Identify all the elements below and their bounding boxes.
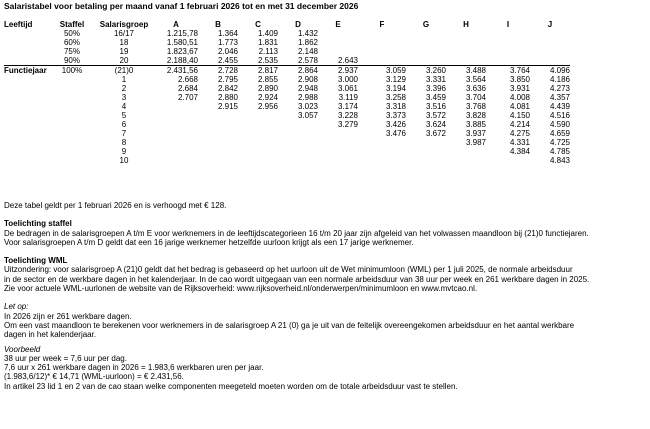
salary-cell: 2.795 bbox=[217, 75, 238, 84]
table-header-row bbox=[4, 20, 570, 29]
letop-heading: Let op: bbox=[4, 302, 29, 312]
salary-cell: 3.828 bbox=[465, 111, 486, 120]
salary-cell bbox=[446, 47, 486, 56]
salary-cell: 3.129 bbox=[385, 75, 406, 84]
salary-cell: 2.113 bbox=[258, 47, 278, 56]
salary-cell: 3.885 bbox=[465, 120, 486, 129]
salary-cell: 3.572 bbox=[425, 111, 446, 120]
column-header: D bbox=[295, 20, 301, 29]
salary-cell bbox=[238, 129, 278, 138]
staffel-cell: 75% bbox=[63, 47, 80, 56]
letop-text: dagen in het kalenderjaar. bbox=[4, 330, 97, 340]
salary-cell bbox=[406, 56, 446, 66]
salary-cell: 4.384 bbox=[509, 147, 530, 156]
salary-cell: 3.228 bbox=[337, 111, 358, 120]
salary-cell bbox=[318, 156, 358, 165]
salary-group-cell: 1 bbox=[121, 75, 127, 84]
salary-cell bbox=[358, 56, 406, 66]
salary-cell: 2.728 bbox=[198, 66, 238, 76]
salary-cell: 3.260 bbox=[406, 66, 446, 76]
example-text: In artikel 23 lid 1 en 2 van de cao staan welke componenten meegeteld moeten worden om de totale arbeidsduur vast te stellen. bbox=[4, 381, 458, 391]
example-heading: Voorbeeld bbox=[4, 344, 41, 354]
column-header: F bbox=[379, 20, 385, 29]
salary-cell: 4.590 bbox=[549, 120, 570, 129]
example-text: 38 uur per week = 7,6 uur per dag. bbox=[4, 353, 127, 363]
salary-cell bbox=[446, 56, 486, 66]
salary-cell bbox=[238, 111, 278, 120]
salary-cell: 2.908 bbox=[297, 75, 318, 84]
salary-cell: 2.188,40 bbox=[166, 56, 198, 65]
salary-cell: 1.215,78 bbox=[166, 29, 198, 38]
salary-cell: 3.057 bbox=[297, 111, 318, 120]
salary-cell: 3.061 bbox=[337, 84, 358, 93]
salary-cell bbox=[406, 138, 446, 147]
salary-group-cell: (21)0 bbox=[94, 66, 154, 76]
salary-cell: 2.864 bbox=[278, 66, 318, 76]
row-label bbox=[4, 84, 50, 93]
staffel-cell bbox=[50, 156, 94, 165]
salary-cell: 1.823,67 bbox=[166, 47, 198, 56]
wml-text: Zie voor actuele WML-uurlonen de website van de Rijksoverheid: www.rijksoverheid.nl/onderwerpen/minimumloon en www.mvtcao.nl. bbox=[4, 284, 478, 294]
salary-cell: 2.431,56 bbox=[154, 66, 198, 76]
salary-cell: 2.956 bbox=[257, 102, 278, 111]
salary-cell: 2.937 bbox=[318, 66, 358, 76]
function-year-row bbox=[4, 156, 570, 165]
letop-text: Om een vast maandloon te berekenen voor werknemers in de salarisgroep A 21 (0) ga je uit van de feitelijk overeengekomen arbeidsduur en het aantal werkbare bbox=[4, 320, 575, 330]
salary-cell: 3.194 bbox=[385, 84, 406, 93]
row-label bbox=[4, 147, 50, 156]
function-year-row bbox=[4, 129, 570, 138]
salary-cell bbox=[406, 147, 446, 156]
salary-cell bbox=[530, 56, 570, 66]
row-label: Functiejaar bbox=[4, 66, 50, 76]
salary-cell: 4.008 bbox=[509, 93, 530, 102]
salary-cell: 1.862 bbox=[297, 38, 318, 47]
salary-cell bbox=[154, 138, 198, 147]
example-text: 7,6 uur x 261 werkbare dagen in 2026 = 1.983,6 werkbaren uren per jaar. bbox=[4, 363, 264, 373]
wml-text: Uitzondering: voor salarisgroep A (21)0 geldt dat het bedrag is gebaseerd op het uurloon uit de Wet minimumloon (WML) per 1 juli 2025, de normale arbeidsduur bbox=[4, 265, 573, 275]
salary-cell: 4.186 bbox=[549, 75, 570, 84]
salary-cell: 3.459 bbox=[425, 93, 446, 102]
increase-note: Deze tabel geldt per 1 februari 2026 en is verhoogd met € 128. bbox=[4, 201, 227, 210]
salary-group-cell: 20 bbox=[119, 56, 129, 65]
row-label bbox=[4, 29, 50, 38]
column-header: Salarisgroep bbox=[99, 20, 149, 29]
column-header: B bbox=[215, 20, 221, 29]
salary-cell: 2.684 bbox=[177, 84, 198, 93]
salary-cell: 3.318 bbox=[385, 102, 406, 111]
salary-group-cell: 7 bbox=[121, 129, 127, 138]
salary-group-cell: 10 bbox=[119, 156, 129, 165]
wml-text: in de sector en de werkbare dagen in het kalenderjaar. In de cao wordt uitgegaan van een normale arbeidsduur van 38 uur per week en 261 werkbare dagen in 2025. bbox=[4, 274, 590, 284]
salary-cell: 3.258 bbox=[385, 93, 406, 102]
salary-cell bbox=[446, 38, 486, 47]
salary-cell bbox=[406, 156, 446, 165]
staffel-cell: 90% bbox=[63, 56, 80, 65]
salary-cell bbox=[530, 38, 570, 47]
salary-group-cell: 2 bbox=[121, 84, 127, 93]
wml-heading: Toelichting WML bbox=[4, 256, 68, 266]
salary-cell bbox=[198, 120, 238, 129]
salary-cell: 4.275 bbox=[509, 129, 530, 138]
salary-cell: 4.516 bbox=[549, 111, 570, 120]
staffel-heading: Toelichting staffel bbox=[4, 219, 72, 229]
row-label bbox=[4, 111, 50, 120]
column-header: A bbox=[173, 20, 179, 29]
salary-cell bbox=[530, 29, 570, 38]
staffel-cell bbox=[50, 129, 94, 138]
salary-cell: 1.432 bbox=[297, 29, 318, 38]
salary-cell: 3.476 bbox=[385, 129, 406, 138]
function-year-row bbox=[4, 120, 570, 129]
row-label bbox=[4, 156, 50, 165]
salary-group-cell: 18 bbox=[119, 38, 129, 47]
salary-cell: 4.785 bbox=[549, 147, 570, 156]
salary-cell: 2.817 bbox=[238, 66, 278, 76]
salary-cell: 3.987 bbox=[465, 138, 486, 147]
salary-cell: 4.439 bbox=[549, 102, 570, 111]
staffel-cell bbox=[50, 93, 94, 102]
salary-cell: 2.855 bbox=[257, 75, 278, 84]
column-header: E bbox=[335, 20, 341, 29]
salary-cell bbox=[486, 29, 530, 38]
salary-cell bbox=[198, 156, 238, 165]
salary-cell bbox=[446, 156, 486, 165]
salary-cell: 4.150 bbox=[509, 111, 530, 120]
staffel-cell: 100% bbox=[50, 66, 94, 76]
salary-cell: 2.842 bbox=[217, 84, 238, 93]
salary-cell: 3.059 bbox=[358, 66, 406, 76]
salary-cell bbox=[318, 129, 358, 138]
salary-group-cell: 8 bbox=[121, 138, 127, 147]
letop-text: In 2026 zijn er 261 werkbare dagen. bbox=[4, 311, 132, 321]
salary-cell bbox=[486, 38, 530, 47]
salary-cell bbox=[486, 56, 530, 66]
salary-cell: 4.214 bbox=[509, 120, 530, 129]
salary-group-cell: 6 bbox=[121, 120, 127, 129]
row-label bbox=[4, 102, 50, 111]
column-header: Leeftijd bbox=[4, 20, 33, 29]
salary-cell: 3.564 bbox=[465, 75, 486, 84]
salary-cell bbox=[154, 129, 198, 138]
salary-cell: 4.357 bbox=[549, 93, 570, 102]
salary-cell: 3.488 bbox=[446, 66, 486, 76]
salary-cell: 3.426 bbox=[385, 120, 406, 129]
salary-group-cell: 16/17 bbox=[113, 29, 135, 38]
salary-cell: 3.023 bbox=[297, 102, 318, 111]
function-year-row bbox=[4, 93, 570, 102]
notes-section bbox=[4, 201, 644, 391]
salary-cell bbox=[198, 138, 238, 147]
staffel-cell: 60% bbox=[63, 38, 80, 47]
salary-cell bbox=[278, 138, 318, 147]
salary-cell: 3.704 bbox=[465, 93, 486, 102]
salary-cell bbox=[318, 29, 358, 38]
age-row bbox=[4, 47, 570, 56]
staffel-text: Voor salarisgroepen A t/m D geldt dat een 16 jarige werknemer hetzelfde uurloon krijgt als een 17 jarige werknemer. bbox=[4, 237, 414, 247]
staffel-cell bbox=[50, 102, 94, 111]
staffel-cell bbox=[50, 120, 94, 129]
salary-cell bbox=[446, 29, 486, 38]
function-year-row bbox=[4, 102, 570, 111]
salary-cell bbox=[358, 147, 406, 156]
staffel-cell bbox=[50, 111, 94, 120]
staffel-cell bbox=[50, 75, 94, 84]
salary-cell bbox=[198, 111, 238, 120]
salary-cell bbox=[406, 38, 446, 47]
staffel-cell: 50% bbox=[63, 29, 80, 38]
salary-cell bbox=[278, 147, 318, 156]
salary-cell: 4.096 bbox=[530, 66, 570, 76]
salary-cell: 2.643 bbox=[337, 56, 358, 65]
salary-cell: 4.843 bbox=[549, 156, 570, 165]
function-year-row bbox=[4, 111, 570, 120]
salary-cell: 2.880 bbox=[217, 93, 238, 102]
salary-cell: 1.773 bbox=[217, 38, 238, 47]
salary-cell: 2.455 bbox=[217, 56, 238, 65]
row-label bbox=[4, 56, 50, 66]
salary-group-cell: 19 bbox=[119, 47, 129, 56]
salary-cell: 3.119 bbox=[338, 93, 358, 102]
salary-cell: 2.046 bbox=[217, 47, 238, 56]
example-text: (1.983,6/12)* € 14,71 (WML-uurloon) = € 2.431,56. bbox=[4, 372, 184, 382]
row-label bbox=[4, 120, 50, 129]
salary-cell bbox=[318, 147, 358, 156]
row-label bbox=[4, 93, 50, 102]
salary-cell: 1.409 bbox=[257, 29, 278, 38]
salary-cell bbox=[278, 129, 318, 138]
salary-cell: 3.279 bbox=[337, 120, 358, 129]
salary-cell: 2.148 bbox=[297, 47, 318, 56]
salary-cell: 3.373 bbox=[385, 111, 406, 120]
salary-cell: 1.364 bbox=[217, 29, 238, 38]
salary-cell bbox=[238, 138, 278, 147]
salary-cell: 4.659 bbox=[549, 129, 570, 138]
salary-cell: 2.988 bbox=[297, 93, 318, 102]
salary-cell bbox=[358, 156, 406, 165]
salary-cell: 4.273 bbox=[549, 84, 570, 93]
salary-group-cell: 3 bbox=[121, 93, 127, 102]
salary-cell: 3.768 bbox=[465, 102, 486, 111]
salary-cell: 3.396 bbox=[425, 84, 446, 93]
salary-cell: 2.924 bbox=[257, 93, 278, 102]
row-label bbox=[4, 129, 50, 138]
salary-cell: 3.850 bbox=[509, 75, 530, 84]
row-label bbox=[4, 38, 50, 47]
salary-cell bbox=[358, 138, 406, 147]
salary-cell bbox=[238, 147, 278, 156]
salary-cell: 3.331 bbox=[425, 75, 446, 84]
staffel-cell bbox=[50, 84, 94, 93]
salary-cell bbox=[154, 102, 198, 111]
salary-cell bbox=[154, 156, 198, 165]
salary-cell: 2.915 bbox=[217, 102, 238, 111]
salary-cell bbox=[278, 120, 318, 129]
salary-cell: 4.081 bbox=[509, 102, 530, 111]
salary-cell bbox=[318, 138, 358, 147]
age-row bbox=[4, 38, 570, 47]
salary-cell bbox=[154, 120, 198, 129]
function-year-row bbox=[4, 138, 570, 147]
salary-cell bbox=[154, 111, 198, 120]
salary-cell bbox=[486, 156, 530, 165]
page-title: Salaristabel voor betaling per maand vanaf 1 februari 2026 tot en met 31 december 2026 bbox=[4, 1, 359, 11]
salary-cell bbox=[486, 47, 530, 56]
salary-group-cell: 5 bbox=[121, 111, 127, 120]
column-header: C bbox=[255, 20, 261, 29]
age-row bbox=[4, 56, 570, 66]
salary-cell bbox=[406, 29, 446, 38]
column-header: Staffel bbox=[59, 20, 85, 29]
salary-cell bbox=[358, 38, 406, 47]
row-label bbox=[4, 75, 50, 84]
salary-cell: 4.725 bbox=[549, 138, 570, 147]
salary-cell bbox=[318, 47, 358, 56]
salary-cell bbox=[238, 120, 278, 129]
function-year-row bbox=[4, 66, 570, 76]
column-header: H bbox=[463, 20, 469, 29]
function-year-row bbox=[4, 147, 570, 156]
function-year-row bbox=[4, 84, 570, 93]
salary-cell: 3.000 bbox=[337, 75, 358, 84]
salary-cell: 3.764 bbox=[486, 66, 530, 76]
row-label bbox=[4, 138, 50, 147]
salary-cell bbox=[198, 147, 238, 156]
age-row bbox=[4, 29, 570, 38]
salary-cell bbox=[406, 47, 446, 56]
salary-group-cell: 4 bbox=[121, 102, 127, 111]
column-header: G bbox=[422, 20, 430, 29]
salary-cell bbox=[358, 29, 406, 38]
salary-cell bbox=[318, 38, 358, 47]
salary-cell: 3.672 bbox=[425, 129, 446, 138]
salary-cell: 3.931 bbox=[509, 84, 530, 93]
salary-table bbox=[4, 20, 570, 165]
column-header: J bbox=[547, 20, 553, 29]
salary-group-cell: 9 bbox=[121, 147, 127, 156]
salary-cell bbox=[530, 47, 570, 56]
salary-cell: 1.580,51 bbox=[166, 38, 198, 47]
salary-cell bbox=[446, 147, 486, 156]
salary-cell: 3.636 bbox=[465, 84, 486, 93]
salary-cell bbox=[358, 47, 406, 56]
salary-cell: 2.578 bbox=[297, 56, 318, 65]
salary-cell bbox=[198, 129, 238, 138]
column-header: I bbox=[506, 20, 510, 29]
salary-cell: 3.624 bbox=[425, 120, 446, 129]
salary-cell: 2.890 bbox=[257, 84, 278, 93]
salary-cell: 2.707 bbox=[177, 93, 198, 102]
row-label bbox=[4, 47, 50, 56]
salary-cell bbox=[154, 147, 198, 156]
salary-cell: 2.535 bbox=[257, 56, 278, 65]
salary-cell: 3.937 bbox=[465, 129, 486, 138]
salary-cell: 1.831 bbox=[257, 38, 278, 47]
staffel-text: De bedragen in de salarisgroepen A t/m E voor werknemers in de leeftijdscategorieen 16 t/m 20 jaar zijn afgeleid van het volwassen maandloon bij (21)0 functiejaren. bbox=[4, 228, 589, 238]
salary-cell: 4.331 bbox=[509, 138, 530, 147]
staffel-cell bbox=[50, 138, 94, 147]
salary-cell: 2.668 bbox=[177, 75, 198, 84]
salary-cell: 3.174 bbox=[337, 102, 358, 111]
salary-cell: 3.516 bbox=[425, 102, 446, 111]
staffel-cell bbox=[50, 147, 94, 156]
salary-cell: 2.948 bbox=[297, 84, 318, 93]
salary-cell bbox=[238, 156, 278, 165]
salary-cell bbox=[278, 156, 318, 165]
function-year-row bbox=[4, 75, 570, 84]
